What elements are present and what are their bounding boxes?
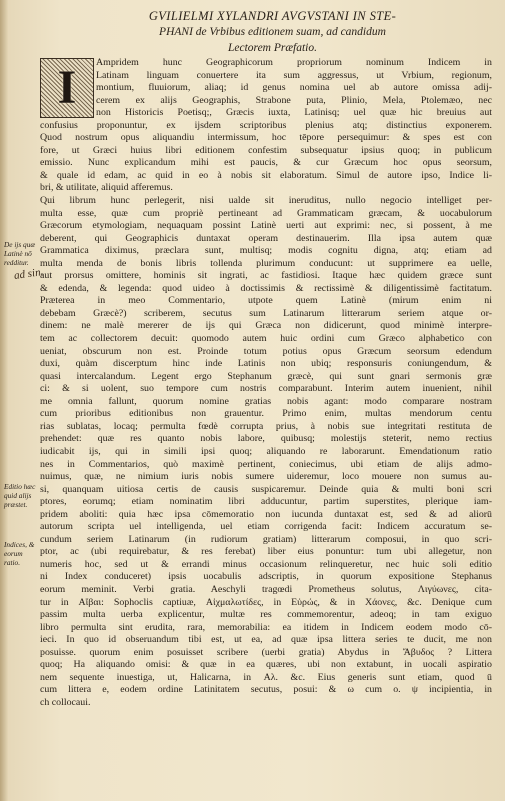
header-line-2: PHANI de Vrbibus editionem suam, ad candidum xyxy=(159,26,386,38)
body-line: confusius proponuntur, ex ijsdem scriptoribus plenius atq; distinctius exponerem. xyxy=(40,119,492,131)
body-line: me omnia fallunt, quorum nomine gratias nobis agant: modo comparare nostram xyxy=(40,395,492,407)
body-line: bri, & utilitate, aliquid afferemus. xyxy=(40,182,173,194)
body-line: Latinam linguam conuertere ita sum aggressus, ut Vrbium, regionum, xyxy=(96,69,492,81)
body-line: cerem ex alijs Geographis, Strabone puta, Plinio, Mela, Ptolemæo, nec xyxy=(96,94,492,106)
header-line-3: Lectorem Præfatio. xyxy=(227,42,317,54)
body-line: montium, fluuiorum, aliaq; id genus nomina uel ab autore omissa adij- xyxy=(96,82,492,94)
body-line: tem ac collectorem decuit: quomodo autem huic ordini cum Græco alphabetico con xyxy=(40,333,492,345)
body-line: numeris hoc, sed ut & errandi minus occasionum relinqueretur, nec huic soli editio xyxy=(40,558,492,570)
body-line: autorum scripta uel intelligenda, uel etiam corrigenda facit: Indicem accuratum se- xyxy=(40,521,492,533)
body-line: ni Index conduceret) ipsis uocabulis adscriptis, in quorum expositione Stephanus xyxy=(40,571,492,583)
margin-note-2: Editio hæc quid alijs præstet. xyxy=(4,482,36,509)
body-line: nem sequente inuestiga, ut, Halicarna, in Αλ. &c. Eius generis sunt etiam, quod ū xyxy=(40,671,492,683)
body-line: dinem: ne malè mererer de ijs qui Græca non didicerunt, quod minimè interpre- xyxy=(40,320,492,332)
body-line: cundum seriem Latinarum (in rudiorum gratiam) litterarum composui, in quo scri- xyxy=(40,533,492,545)
initial-letter: I xyxy=(57,61,77,114)
body-line: ieci. In quo id obseruandum tibi est, ut ea, ad quæ ipsa littera series te ducit, me non xyxy=(40,634,492,646)
body-line: nuimus, quæ, ne nimium iuris nobis sumere uideremur, loco mouere non sumus au- xyxy=(40,471,492,483)
margin-note-1: De ijs quæ Latinè nō redditur. xyxy=(4,240,36,267)
body-line: iudicabit ijs, qui in simili ipsi quoq; aliquando re laborarunt. Emendationum ratio xyxy=(40,445,492,457)
body-line: multa esse, quæ cum propriè pertineant ad Grammaticam græcam, & uocabulorum xyxy=(40,207,492,219)
body-line: ueniat, obscurum non est. Proinde totum potius opus Græcum seorsum edendum xyxy=(40,345,492,357)
body-line: & edenda, & legenda: quod uideo à doctissimis & rectissimè & diligentissimè factitatum. xyxy=(40,282,492,294)
body-line: emissio. Nunc explicandum mihi est paucis, & cur Græcum hoc opus seorsum, xyxy=(40,157,492,169)
body-line: duxi, quàm discerptum hinc inde Latinis non ubiq; responsuris coniungendum, & xyxy=(40,358,492,370)
body-line: tur in Αἴβαι: Sophoclis captiuæ, Αἰχμαλωτίδες, in Εὐρώς, & in Χάονες, &c. Denique cum xyxy=(40,596,492,608)
body-text xyxy=(40,57,492,709)
body-line: si, quanquam uitiosa certis de causis suspicaremur. Deinde quia & multi boni scri xyxy=(40,483,492,495)
body-line: ci: & si uolent, suo tempore cum nostris comparabunt. Interim autem inuenient, nihil xyxy=(40,383,492,395)
body-line: pridem aboliti: quia hæc ipsa cōmemoratio non iucunda duntaxat est, sed & ad aliorū xyxy=(40,508,492,520)
body-line: Præterea in meo Commentario, utpote quem Latinè (mirum enim ni xyxy=(40,295,492,307)
body-line: libro permulta sint erudita, rara, memorabilia: ea itidem in Indicem eodem modo cō- xyxy=(40,621,492,633)
margin-note-3: Indices, & eorum ratio. xyxy=(4,540,35,567)
body-line: non Historicis Poetisq;, Græcis iuxta, Latinisq; uel quæ hic breuius aut xyxy=(96,107,492,119)
body-line: ptor, ac (ubi requirebatur, & res ferebat) liber eius ponuntur: tum ubi allegetur, non xyxy=(40,546,492,558)
body-line: Ampridem hunc Geographicorum propriorum nominum Indicem in xyxy=(96,57,492,68)
body-line: Qui librum hunc perlegerit, nisi ualde sit ineruditus, nullo negocio intelliget per- xyxy=(40,195,492,207)
body-line: fore, ut Græci huius libri editionem confestim subsequatur ipsius quoq; in publicum xyxy=(40,144,492,156)
body-line: debebam Græcè?) scriberem, secutus sum Latinarum litterarum seriem atque or- xyxy=(40,307,492,319)
body-line: Grammatica diximus, præclara sunt, multisq; modis cognitu digna, atq; etiam ad xyxy=(40,245,492,257)
body-line: Græcorum etymologiam, nequaquam possint Latinè uerti aut exprimi: nec, si possent, à me xyxy=(40,220,492,232)
page-header xyxy=(50,8,495,56)
body-line: ch collocaui. xyxy=(40,696,91,708)
body-line: cum littera e, eodem ordine Latinitatem secutus, posui: & ω cum o. ψ incipientia, in xyxy=(40,684,492,696)
body-line: eorum meminit. Verbi gratia. Aeschyli tragœdi Prometheus solutus, Λιγύωνες, cita- xyxy=(40,583,492,595)
body-line: ptores, eorumq; etiam nominatim libri adducuntur, partim superstites, plerique iam- xyxy=(40,496,492,508)
body-line: aut prorsus omittere, hominis sit ingrati, ac fastidiosi. Itaque hæc quidem græce sunt xyxy=(40,270,492,282)
body-line: quasi intercalandum. Legent ergo Stephanum græcè, qui sunt gnari sermonis græ xyxy=(40,370,492,382)
body-line: deberent, qui Geographicis duntaxat operam destinauerim. Illa ipsa autem quæ xyxy=(40,232,492,244)
body-line: prehendet: quæ res quanto nobis labore, quibusq; molestijs steterit, nemo rectius xyxy=(40,433,492,445)
body-line: nes in Commentarios, quò maximè pertinent, coniecimus, ubi etiam de alijs admo- xyxy=(40,458,492,470)
body-line: multa menda de bonis libris tollenda plurimum conducunt: ut supprimere ea uelle, xyxy=(40,257,492,269)
body-line: Quod nostrum opus aliquandiu intermissum, hoc tēpore persequimur: & spes est con xyxy=(40,132,492,144)
body-line: & quale id edam, ac quid in eo à nobis sit elaboratum. Simul de autore ipso, Indice li- xyxy=(40,169,492,181)
page-spine-shadow xyxy=(0,0,8,801)
body-line: posuisse. quorum enim posuisset scribere (uerbi gratia) Abydus in Ἄβυδος ? Littera xyxy=(40,646,492,658)
body-line: quoq; Ha aliquando omisi: & quæ in ea quæres, ubi non extabunt, in uocali aspiratio xyxy=(40,659,492,671)
body-line: passim multa uerba explicentur, multæ res commemorentur, adeoq; in tam exiguo xyxy=(40,609,492,621)
handwritten-annotation: ad sin. xyxy=(13,266,45,282)
body-line: rias sublatas, locaq; permulta fœdè corrupta prius, à nobis sue integritati restituta de xyxy=(40,420,492,432)
body-line: cum prioribus editionibus non grauentur. Primo enim, multas mendorum centu xyxy=(40,408,492,420)
header-line-1: GVILIELMI XYLANDRI AVGVSTANI IN STE- xyxy=(148,9,397,23)
